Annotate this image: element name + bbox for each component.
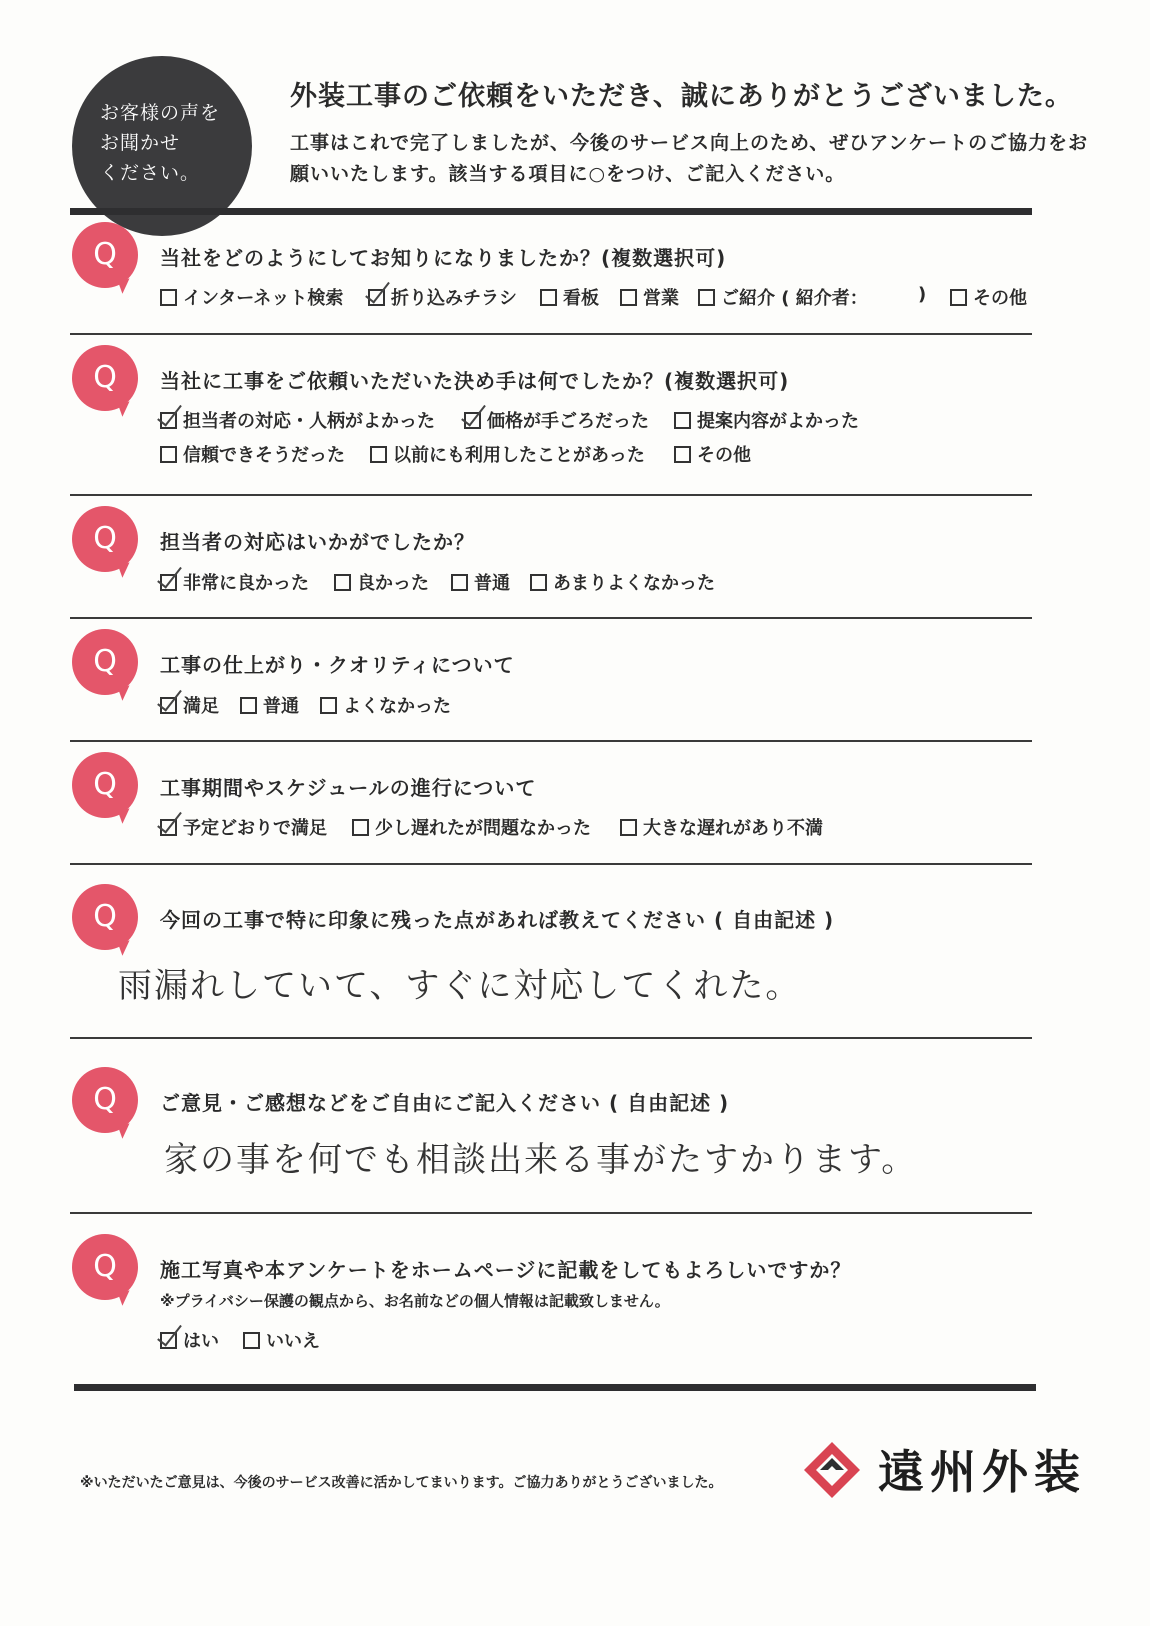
q-icon: Q bbox=[72, 222, 138, 288]
checkbox-checked[interactable] bbox=[160, 1332, 177, 1349]
question-8-text: 施工写真や本アンケートをホームページに記載をしてもよろしいですか？ bbox=[160, 1258, 852, 1282]
checkbox[interactable] bbox=[620, 289, 637, 306]
option-price[interactable]: 価格が手ごろだった bbox=[464, 407, 649, 433]
handwritten-answer-2: 家の事を何でも相談出来る事がたすかります。 bbox=[164, 1140, 918, 1180]
option-not-good[interactable]: よくなかった bbox=[320, 692, 451, 718]
option-slight-delay[interactable]: 少し遅れたが問題なかった bbox=[352, 814, 591, 840]
checkbox[interactable] bbox=[451, 574, 468, 591]
badge-line: ください。 bbox=[100, 162, 201, 184]
badge-line: お客様の声を bbox=[100, 102, 221, 124]
option-on-schedule[interactable]: 予定どおりで満足 bbox=[160, 814, 327, 840]
q-icon: Q bbox=[72, 345, 138, 411]
checkbox-checked[interactable] bbox=[160, 697, 177, 714]
checkbox[interactable] bbox=[370, 446, 387, 463]
option-satisfied[interactable]: 満足 bbox=[160, 692, 219, 718]
checkbox[interactable] bbox=[620, 819, 637, 836]
q-icon: Q bbox=[72, 752, 138, 818]
header-rule bbox=[70, 208, 1032, 215]
question-2-text: 当社に工事をご依頼いただいた決め手は何でしたか？(複数選択可) bbox=[160, 369, 790, 393]
option-referral[interactable]: ご紹介 ( 紹介者： bbox=[698, 284, 868, 310]
divider bbox=[70, 740, 1032, 742]
q-icon: Q bbox=[72, 506, 138, 572]
option-not-good[interactable]: あまりよくなかった bbox=[530, 569, 715, 595]
option-big-delay[interactable]: 大きな遅れがあり不満 bbox=[620, 814, 823, 840]
divider bbox=[70, 1037, 1032, 1039]
checkbox-checked[interactable] bbox=[160, 412, 177, 429]
handwritten-answer-1: 雨漏れしていて、すぐに対応してくれた。 bbox=[118, 966, 802, 1006]
option-staff-attitude[interactable]: 担当者の対応・人柄がよかった bbox=[160, 407, 435, 433]
option-sales[interactable]: 営業 bbox=[620, 284, 679, 310]
option-no[interactable]: いいえ bbox=[243, 1327, 320, 1353]
checkbox[interactable] bbox=[950, 289, 967, 306]
checkbox[interactable] bbox=[352, 819, 369, 836]
question-7-text: ご意見・ご感想などをご自由にご記入ください ( 自由記述 ) bbox=[160, 1091, 730, 1115]
option-signboard[interactable]: 看板 bbox=[540, 284, 599, 310]
option-used-before[interactable]: 以前にも利用したことがあった bbox=[370, 441, 645, 467]
badge-line: お聞かせ bbox=[100, 132, 181, 154]
checkbox[interactable] bbox=[160, 289, 177, 306]
option-normal[interactable]: 普通 bbox=[240, 692, 299, 718]
option-yes[interactable]: はい bbox=[160, 1327, 219, 1353]
footer-rule bbox=[74, 1384, 1036, 1391]
checkbox[interactable] bbox=[530, 574, 547, 591]
question-5-text: 工事期間やスケジュールの進行について bbox=[160, 776, 537, 800]
divider bbox=[70, 494, 1032, 496]
question-4-text: 工事の仕上がり・クオリティについて bbox=[160, 653, 515, 677]
checkbox[interactable] bbox=[674, 412, 691, 429]
divider bbox=[70, 617, 1032, 619]
checkbox[interactable] bbox=[334, 574, 351, 591]
option-other[interactable]: その他 bbox=[674, 441, 751, 467]
checkbox[interactable] bbox=[674, 446, 691, 463]
option-trust[interactable]: 信頼できそうだった bbox=[160, 441, 345, 467]
option-internet[interactable]: インターネット検索 bbox=[160, 284, 343, 310]
checkbox[interactable] bbox=[320, 697, 337, 714]
page-title: 外装工事のご依頼をいただき、誠にありがとうございました。 bbox=[290, 81, 1073, 112]
option-flyer[interactable]: 折り込みチラシ bbox=[368, 284, 517, 310]
q-icon: Q bbox=[72, 884, 138, 950]
checkbox[interactable] bbox=[540, 289, 557, 306]
company-logo-icon bbox=[802, 1440, 862, 1500]
divider bbox=[70, 1212, 1032, 1214]
intro-text: 工事はこれで完了しましたが、今後のサービス向上のため、ぜひアンケートのご協力をお願いいたします。該当する項目に○をつけ、ご記入ください。 bbox=[290, 132, 1089, 185]
q-icon: Q bbox=[72, 1234, 138, 1300]
q-icon: Q bbox=[72, 629, 138, 695]
option-very-good[interactable]: 非常に良かった bbox=[160, 569, 309, 595]
company-logo-text: 遠州外装 bbox=[878, 1445, 1086, 1499]
divider bbox=[70, 333, 1032, 335]
checkbox-checked[interactable] bbox=[160, 819, 177, 836]
option-normal[interactable]: 普通 bbox=[451, 569, 510, 595]
checkbox[interactable] bbox=[240, 697, 257, 714]
question-6-text: 今回の工事で特に印象に残った点があれば教えてください ( 自由記述 ) bbox=[160, 908, 835, 932]
checkbox[interactable] bbox=[160, 446, 177, 463]
referral-close-paren: ) bbox=[918, 284, 927, 305]
q-icon: Q bbox=[72, 1067, 138, 1133]
option-proposal[interactable]: 提案内容がよかった bbox=[674, 407, 859, 433]
checkbox-checked[interactable] bbox=[160, 574, 177, 591]
privacy-note: ※プライバシー保護の観点から、お名前などの個人情報は記載致しません。 bbox=[160, 1292, 670, 1310]
checkbox-checked[interactable] bbox=[368, 289, 385, 306]
divider bbox=[70, 863, 1032, 865]
option-other[interactable]: その他 bbox=[950, 284, 1027, 310]
checkbox[interactable] bbox=[243, 1332, 260, 1349]
option-good[interactable]: 良かった bbox=[334, 569, 429, 595]
checkbox[interactable] bbox=[698, 289, 715, 306]
footer-note: ※いただいたご意見は、今後のサービス改善に活かしてまいります。ご協力ありがとうございました。 bbox=[80, 1475, 723, 1491]
question-3-text: 担当者の対応はいかがでしたか？ bbox=[160, 530, 475, 554]
question-1-text: 当社をどのようにしてお知りになりましたか？(複数選択可) bbox=[160, 246, 727, 270]
checkbox-checked[interactable] bbox=[464, 412, 481, 429]
